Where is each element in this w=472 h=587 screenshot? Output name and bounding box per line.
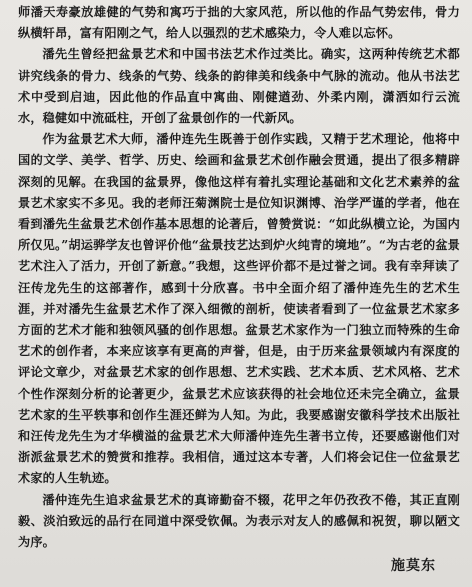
paragraph-2: 潘先生曾经把盆景艺术和中国书法艺术作过类比。确实，这两种传统艺术都讲究线条的骨力、线条的气势、线条的韵律美和线条中气脉的流动。他从书法艺术中受到启迪，因此他的作品直中寓曲、刚健遒劲、外柔内刚，潇洒如行云流水，稳健如中流砥柱，开创了盆景创作的一代新风。 — [18, 47, 460, 126]
paragraph-1: 师潘天寿豪放雄健的气势和寓巧于拙的大家风范，所以他的作品气势宏伟，骨力纵横轩昂，富有阳刚之气，给人以强烈的艺术感染力，令人难以忘怀。 — [18, 5, 460, 41]
paragraph-4: 潘仲连先生追求盆景艺术的真谛勤奋不辍，花甲之年仍孜孜不倦，其正直刚毅、淡泊致远的品行在同道中深受钦佩。为表示对友人的感佩和祝贺，聊以陋文为序。 — [18, 492, 460, 550]
author-signature: 施莫东 — [391, 558, 436, 574]
paragraph-3: 作为盆景艺术大师，潘仲连先生既善于创作实践，又精于艺术理论，他将中国的文学、美学、哲学、历史、绘画和盆景艺术创作融会贯通，提出了很多精辟深刻的见解。在我国的盆景界，像他这样有着扎实理论基础和文化艺术素养的盆景艺术家实不多见。我的老师汪菊渊院士是位知识渊博、治学严谨的学者，他在看到潘先生盆景艺术创作基本思想的论著后，曾赞赏说：“如此纵横立论，为国内所仅见。”胡运骅学友也曾评价他“盆景技艺达到炉火纯青的境地”。“为古老的盆景艺术注入了活力，开创了新意。”我想，这些评价都不是过誉之词。我有幸拜读了汪传龙先生的这部著作，感到十分欣喜。书中全面介绍了潘仲连先生的艺术生涯，并对潘先生盆景艺术作了深入细微的剖析，使读者看到了一位盆景艺术家多方面的艺术才能和独领风骚的创作思想。盆景艺术家作为一门独立而特殊的生命艺术的创作者，本来应该享有更高的声誉，但是，由于历来盆景领域内有深度的评论文章少，对盆景艺术家的创作思想、艺术实践、艺术本质、艺术风格、艺术个性作深刻分析的论著更少，盆景艺术应该获得的社会地位还未完全确立，盆景艺术家的生平轶事和创作生涯还鲜为人知。为此，我要感谢安徽科学技术出版社和汪传龙先生为才华横溢的盆景艺术大师潘仲连先生著书立传，还要感谢他们对浙派盆景艺术的赞赏和推荐。我相信，通过这本专著，人们将会记住一位盆景艺术家的人生轨迹。 — [18, 132, 461, 486]
